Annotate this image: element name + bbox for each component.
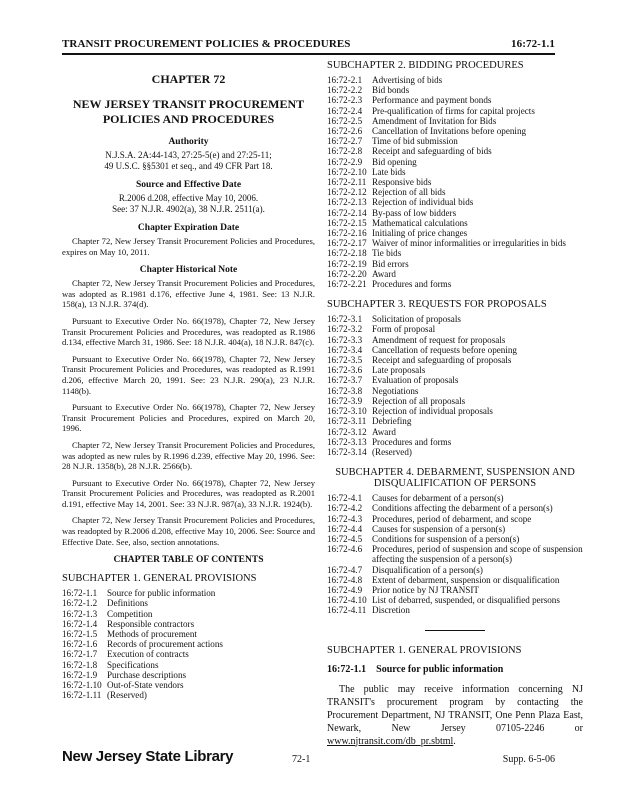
toc-entry-number: 16:72-4.2 — [327, 503, 363, 514]
toc-entry-number: 16:72-3.10 — [327, 406, 367, 417]
toc-entry-number: 16:72-2.7 — [327, 136, 363, 147]
toc-entry-number: 16:72-1.7 — [62, 649, 98, 660]
toc-entry-number: 16:72-1.3 — [62, 608, 98, 619]
toc-entry — [327, 85, 583, 95]
toc-entry-number: 16:72-1.8 — [62, 659, 98, 670]
toc-entry — [62, 649, 315, 659]
source-line-1: R.2006 d.208, effective May 10, 2006. — [118, 193, 259, 203]
toc-entry-number: 16:72-2.20 — [327, 268, 367, 279]
toc-entry-label: Receipt and safeguarding of bids — [372, 146, 492, 157]
toc-entry-number: 16:72-1.5 — [62, 629, 98, 640]
divider — [425, 630, 485, 631]
section-number: 16:72-1.1 — [327, 663, 367, 675]
toc-entry — [62, 690, 315, 700]
toc-entry — [327, 565, 583, 575]
header-code: 16:72-1.1 — [511, 38, 555, 50]
toc-entry-number: 16:72-2.5 — [327, 115, 363, 126]
toc-entry — [327, 427, 583, 437]
toc-entry-label: Bid bonds — [372, 85, 410, 96]
subchapter-2-list — [327, 75, 583, 289]
toc-entry — [327, 126, 583, 136]
toc-entry-label: Prior notice by NJ TRANSIT — [372, 584, 479, 595]
history-note: Pursuant to Executive Order No. 66(1978), Chapter 72, New Jersey Transit Procurement Policies and Procedures, was readopted as R.2001 d.191, effective May 14, 2001. See: 33 N.J.R. 987(a), 33 N.J.R. 1924(b). — [62, 477, 315, 509]
section-heading — [327, 664, 583, 675]
toc-entry-number: 16:72-3.4 — [327, 344, 363, 355]
toc-entry — [327, 534, 583, 544]
toc-entry-label: Methods of procurement — [107, 629, 197, 640]
toc-entry-number: 16:72-1.4 — [62, 618, 98, 629]
toc-entry-label: List of debarred, suspended, or disqualified persons — [372, 595, 560, 606]
toc-entry-number: 16:72-3.14 — [327, 446, 367, 457]
toc-entry — [327, 406, 583, 416]
toc-entry-number: 16:72-4.9 — [327, 584, 363, 595]
toc-entry-label: Competition — [107, 608, 153, 619]
toc-entry — [327, 447, 583, 457]
toc-entry-label: Amendment of Invitation for Bids — [372, 115, 497, 126]
toc-entry — [327, 238, 583, 248]
toc-entry-number: 16:72-2.16 — [327, 228, 367, 239]
subchapter-3-list — [327, 314, 583, 457]
toc-entry-label: Purchase descriptions — [107, 669, 187, 680]
toc-entry-number: 16:72-4.3 — [327, 513, 363, 524]
toc-entry — [327, 269, 583, 279]
toc-entry — [327, 493, 583, 503]
toc-entry — [327, 167, 583, 177]
section-text: The public may receive information concerning NJ TRANSIT's procurement program by contacting the Procurement Department, NJ TRANSIT, One Penn Plaza East, Newark, New Jersey 07105-2246 or — [327, 683, 583, 734]
toc-entry-label: Definitions — [107, 598, 148, 609]
toc-entry — [327, 106, 583, 116]
toc-entry-label: Procedures, period of suspension and scope of suspension affecting the suspension of a person(s) — [372, 544, 583, 565]
toc-entry-label: (Reserved) — [372, 446, 412, 457]
toc-entry — [327, 177, 583, 187]
toc-entry-label: Records of procurement actions — [107, 639, 223, 650]
toc-entry-number: 16:72-2.9 — [327, 156, 363, 167]
toc-entry-number: 16:72-1.11 — [62, 690, 102, 701]
toc-entry-label: Procedures and forms — [372, 279, 452, 290]
history-note: Chapter 72, New Jersey Transit Procurement Policies and Procedures, was readopted by R.2006 d.208, effective May 10, 2006. See: Source and Effective Date. See, also, section annotations. — [62, 515, 315, 547]
section-body — [327, 683, 583, 748]
toc-heading: CHAPTER TABLE OF CONTENTS — [113, 555, 264, 566]
toc-entry-number: 16:72-2.14 — [327, 207, 367, 218]
toc-entry — [327, 208, 583, 218]
toc-entry — [327, 228, 583, 238]
toc-entry-label: By-pass of low bidders — [372, 207, 457, 218]
expiration-text: Chapter 72, New Jersey Transit Procurement Policies and Procedures, expires on May 10, 2011. — [62, 236, 315, 257]
toc-entry — [327, 365, 583, 375]
toc-entry-number: 16:72-2.4 — [327, 105, 363, 116]
toc-entry-label: Initialing of price changes — [372, 228, 468, 239]
section-title: Source for public information — [376, 663, 504, 675]
library-logo-text: New Jersey State Library — [62, 748, 234, 765]
toc-entry-number: 16:72-3.3 — [327, 334, 363, 345]
toc-entry-label: Evaluation of proposals — [372, 375, 459, 386]
toc-entry-label: Discretion — [372, 605, 410, 616]
toc-entry-label: Debriefing — [372, 416, 412, 427]
chapter-title: NEW JERSEY TRANSIT PROCUREMENT POLICIES AND PROCEDURES — [72, 97, 305, 126]
toc-entry-number: 16:72-2.17 — [327, 238, 367, 249]
history-note: Pursuant to Executive Order No. 66(1978), Chapter 72, New Jersey Transit Procurement Policies and Procedures, expired on March 20, 1996. — [62, 402, 315, 434]
toc-entry-number: 16:72-1.6 — [62, 639, 98, 650]
toc-entry-number: 16:72-3.7 — [327, 375, 363, 386]
toc-entry-label: Tie bids — [372, 248, 402, 259]
toc-entry — [62, 680, 315, 690]
toc-entry-label: Pre-qualification of firms for capital projects — [372, 105, 535, 116]
toc-entry-number: 16:72-2.15 — [327, 217, 367, 228]
toc-entry-number: 16:72-2.21 — [327, 279, 367, 290]
toc-entry-label: Procedures and forms — [372, 436, 452, 447]
toc-entry — [327, 503, 583, 513]
toc-entry-number: 16:72-2.3 — [327, 95, 363, 106]
toc-entry — [327, 396, 583, 406]
toc-entry-label: Responsive bids — [372, 177, 432, 188]
njtransit-link[interactable]: www.njtransit.com/db_pr.sbtml — [327, 735, 454, 747]
history-note: Pursuant to Executive Order No. 66(1978), Chapter 72, New Jersey Transit Procurement Policies and Procedures, was readopted as R.1986 d.134, effective March 31, 1986. See: 18 N.J.R. 404(a), 18 N.J.R. 847(c). — [62, 315, 315, 348]
history-note: Pursuant to Executive Order No. 66(1978), Chapter 72, New Jersey Transit Procurement Policies and Procedures, was readopted as R.1991 d.206, effective March 20, 1991. See: 23 N.J.R. 290(a), 23 N.J.R. 1148(b). — [62, 353, 315, 396]
toc-entry-number: 16:72-2.6 — [327, 126, 363, 137]
subchapter-2-heading: SUBCHAPTER 2. BIDDING PROCEDURES — [327, 60, 524, 71]
toc-entry — [62, 670, 315, 680]
toc-entry-label: (Reserved) — [107, 690, 147, 701]
toc-entry-label: Receipt and safeguarding of proposals — [372, 355, 512, 366]
toc-entry-number: 16:72-2.19 — [327, 258, 367, 269]
expiration-heading: Chapter Expiration Date — [137, 223, 240, 233]
toc-entry-number: 16:72-3.8 — [327, 385, 363, 396]
toc-entry — [62, 598, 315, 608]
history-heading: Chapter Historical Note — [139, 265, 238, 276]
header-title: TRANSIT PROCUREMENT POLICIES & PROCEDURES — [62, 38, 351, 50]
page-number: 72-1 — [292, 754, 311, 765]
toc-entry-number: 16:72-2.12 — [327, 187, 367, 198]
toc-entry-label: Causes for debarment of a person(s) — [372, 493, 504, 504]
toc-entry — [327, 95, 583, 105]
history-note: Chapter 72, New Jersey Transit Procurement Policies and Procedures, was adopted as new rules by R.1996 d.239, effective May 20, 1996. See: 28 N.J.R. 1358(b), 28 N.J.R. 2566(b). — [62, 439, 315, 472]
subchapter-1-body-heading: SUBCHAPTER 1. GENERAL PROVISIONS — [327, 644, 522, 656]
toc-entry-number: 16:72-2.2 — [327, 85, 363, 96]
authority-heading: Authority — [168, 137, 209, 147]
toc-entry-label: Bid opening — [372, 156, 417, 167]
toc-entry-number: 16:72-3.11 — [327, 416, 367, 427]
toc-entry-label: Mathematical calculations — [372, 217, 468, 228]
toc-entry-label: Extent of debarment, suspension or disqualification — [372, 574, 560, 585]
toc-entry — [327, 416, 583, 426]
toc-entry-number: 16:72-3.12 — [327, 426, 367, 437]
supplement-date: Supp. 6-5-06 — [502, 754, 555, 765]
toc-entry — [327, 146, 583, 156]
toc-entry — [327, 335, 583, 345]
toc-entry — [327, 514, 583, 524]
toc-entry — [327, 345, 583, 355]
toc-entry — [327, 279, 583, 289]
toc-entry — [327, 136, 583, 146]
toc-entry-label: Award — [372, 426, 396, 437]
running-header — [62, 34, 555, 55]
toc-entry-label: Form of proposal — [372, 324, 436, 335]
toc-entry-label: Responsible contractors — [107, 618, 195, 629]
toc-entry — [327, 524, 583, 534]
source-line-2: See: 37 N.J.R. 4902(a), 38 N.J.R. 2511(a). — [112, 204, 265, 214]
toc-entry-number: 16:72-4.8 — [327, 574, 363, 585]
toc-entry — [327, 157, 583, 167]
toc-entry — [327, 355, 583, 365]
toc-entry-label: Bid errors — [372, 258, 409, 269]
toc-entry-number: 16:72-4.10 — [327, 595, 367, 606]
toc-entry — [62, 639, 315, 649]
toc-entry-label: Procedures, period of debarment, and scope — [372, 513, 532, 524]
toc-entry-number: 16:72-3.9 — [327, 395, 363, 406]
toc-entry-number: 16:72-2.11 — [327, 177, 367, 188]
toc-entry — [327, 259, 583, 269]
toc-entry — [327, 248, 583, 258]
toc-entry — [62, 629, 315, 639]
toc-entry-label: Specifications — [107, 659, 159, 670]
toc-entry — [327, 386, 583, 396]
left-column — [62, 72, 315, 700]
section-end: . — [453, 735, 456, 747]
toc-entry — [327, 187, 583, 197]
toc-entry-label: Rejection of all proposals — [372, 395, 466, 406]
toc-entry-number: 16:72-2.13 — [327, 197, 367, 208]
toc-entry-number: 16:72-3.13 — [327, 436, 367, 447]
toc-entry-label: Late bids — [372, 166, 406, 177]
toc-entry — [327, 575, 583, 585]
toc-entry-label: Out-of-State vendors — [107, 680, 184, 691]
toc-entry-label: Solicitation of proposals — [372, 314, 461, 325]
toc-entry — [327, 605, 583, 615]
toc-entry-number: 16:72-4.5 — [327, 533, 363, 544]
chapter-number: CHAPTER 72 — [151, 72, 226, 86]
toc-entry-number: 16:72-2.18 — [327, 248, 367, 259]
toc-entry-number: 16:72-3.5 — [327, 355, 363, 366]
authority-line-2: 49 U.S.C. §§5301 et seq., and 49 CFR Part 18. — [104, 161, 273, 171]
toc-entry-number: 16:72-1.1 — [62, 588, 98, 599]
toc-entry-label: Performance and payment bonds — [372, 95, 492, 106]
subchapter-4-list — [327, 493, 583, 615]
toc-entry-label: Disqualification of a person(s) — [372, 564, 483, 575]
toc-entry-label: Amendment of request for proposals — [372, 334, 506, 345]
toc-entry-label: Time of bid submission — [372, 136, 458, 147]
toc-entry — [327, 116, 583, 126]
toc-entry — [327, 324, 583, 334]
toc-entry-label: Advertising of bids — [372, 75, 443, 85]
toc-entry-number: 16:72-4.11 — [327, 605, 367, 616]
toc-entry-number: 16:72-4.1 — [327, 493, 363, 504]
toc-entry — [327, 375, 583, 385]
toc-entry — [62, 660, 315, 670]
toc-entry-label: Rejection of individual bids — [372, 197, 474, 208]
toc-entry-label: Cancellation of requests before opening — [372, 344, 517, 355]
source-heading: Source and Effective Date — [135, 180, 242, 190]
authority-line-1: N.J.S.A. 2A:44-143, 27:25-5(e) and 27:25-11; — [105, 150, 272, 160]
toc-entry — [327, 544, 583, 564]
toc-entry — [62, 588, 315, 598]
toc-entry-number: 16:72-1.10 — [62, 680, 102, 691]
toc-entry — [327, 314, 583, 324]
toc-entry-number: 16:72-2.8 — [327, 146, 363, 157]
subchapter-4-heading-line-2: DISQUALIFICATION OF PERSONS — [373, 478, 537, 490]
toc-entry-number: 16:72-2.1 — [327, 75, 363, 85]
toc-entry — [327, 75, 583, 85]
subchapter-4-heading-line-1: SUBCHAPTER 4. DEBARMENT, SUSPENSION AND — [335, 467, 575, 479]
right-column — [327, 60, 583, 748]
toc-entry — [327, 218, 583, 228]
toc-entry-label: Source for public information — [107, 588, 216, 599]
history-note: Chapter 72, New Jersey Transit Procurement Policies and Procedures, was adopted as R.1981 d.176, effective June 4, 1981. See: 13 N.J.R. 158(a), 13 N.J.R. 374(d). — [62, 278, 315, 310]
toc-entry-label: Execution of contracts — [107, 649, 189, 660]
toc-entry-label: Conditions affecting the debarment of a person(s) — [372, 503, 553, 514]
subchapter-1-list — [62, 588, 315, 700]
toc-entry — [327, 585, 583, 595]
toc-entry-number: 16:72-3.1 — [327, 314, 363, 325]
toc-entry-label: Late proposals — [372, 365, 426, 376]
subchapter-1-heading: SUBCHAPTER 1. GENERAL PROVISIONS — [62, 573, 257, 585]
toc-entry-label: Cancellation of Invitations before opening — [372, 126, 527, 137]
toc-entry-label: Causes for suspension of a person(s) — [372, 523, 506, 534]
toc-entry-label: Rejection of all bids — [372, 187, 446, 198]
toc-entry-number: 16:72-1.2 — [62, 598, 98, 609]
toc-entry-number: 16:72-2.10 — [327, 166, 367, 177]
toc-entry — [62, 619, 315, 629]
toc-entry — [62, 609, 315, 619]
toc-entry — [327, 595, 583, 605]
toc-entry-number: 16:72-3.2 — [327, 324, 363, 335]
toc-entry-label: Conditions for suspension of a person(s) — [372, 533, 520, 544]
subchapter-3-heading: SUBCHAPTER 3. REQUESTS FOR PROPOSALS — [327, 299, 547, 311]
toc-entry-number: 16:72-4.7 — [327, 564, 363, 575]
toc-entry-number: 16:72-1.9 — [62, 669, 98, 680]
toc-entry-label: Waiver of minor informalities or irregularities in bids — [372, 238, 566, 249]
toc-entry-label: Negotiations — [372, 385, 419, 396]
toc-entry-number: 16:72-3.6 — [327, 365, 363, 376]
toc-entry-label: Award — [372, 268, 396, 279]
toc-entry-number: 16:72-4.6 — [327, 544, 363, 555]
toc-entry — [327, 197, 583, 207]
toc-entry-label: Rejection of individual proposals — [372, 406, 493, 417]
toc-entry-number: 16:72-4.4 — [327, 523, 363, 534]
toc-entry — [327, 437, 583, 447]
